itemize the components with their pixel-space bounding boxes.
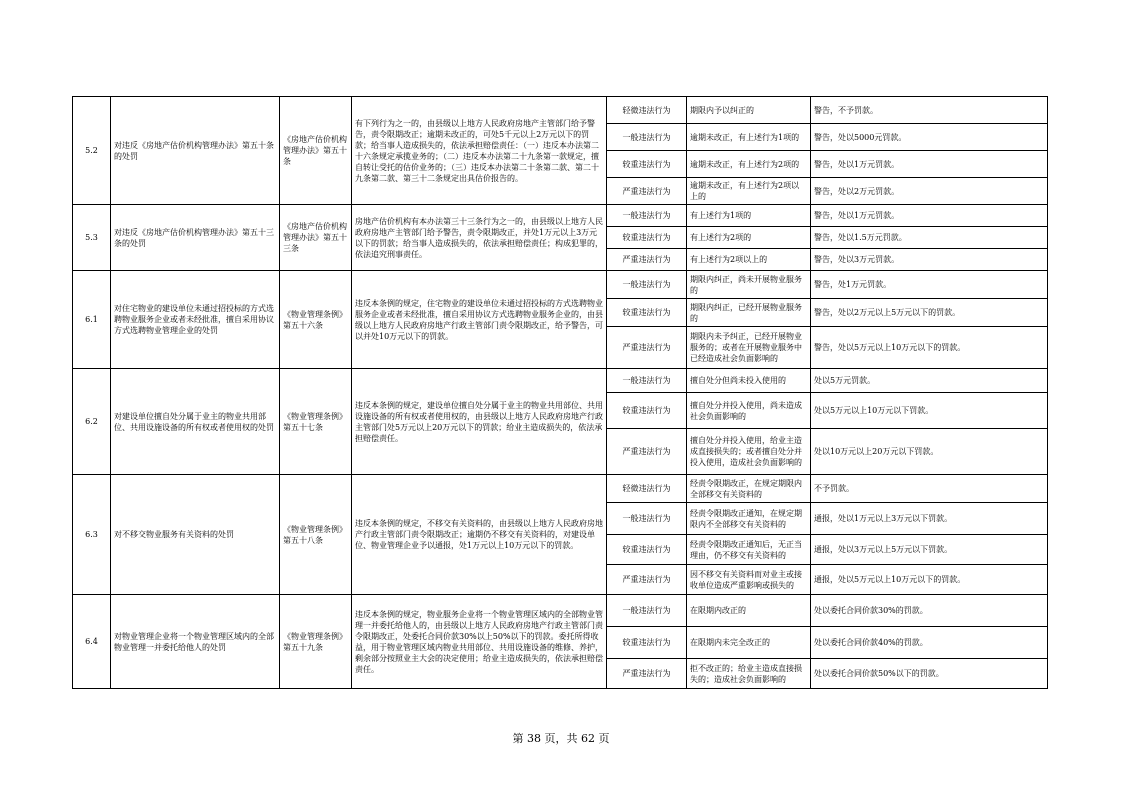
penalty-table (72, 96, 1048, 689)
item-number: 5.3 (73, 205, 111, 271)
violation-level: 较重违法行为 (607, 393, 687, 429)
table-row (73, 271, 1048, 299)
violation-content: 违反本条例的规定，不移交有关资料的，由县级以上地方人民政府房地产行政主管部门责令限期改正；逾期仍不移交有关资料的，对建设单位、物业管理企业予以通报，处1万元以上10万元以下的罚款。 (352, 475, 607, 595)
violation-content: 有下列行为之一的，由县级以上地方人民政府房地产主管部门给予警告，责令限期改正；逾期未改正的，可处5千元以上2万元以下的罚款；给当事人造成损失的，依法承担赔偿责任：（一）违反本办法第二十六条规定承揽业务的；（二）违反本办法第二十九条第一款规定，擅自转让受托的估价业务的；（三）违反本办法第二十条第二款、第二十九条第二款、第三十二条规定出具估价报告的。 (352, 97, 607, 205)
violation-level: 一般违法行为 (607, 124, 687, 151)
violation-situation: 逾期未改正，有上述行为1项的 (687, 124, 811, 151)
legal-basis: 《物业管理条例》第五十九条 (280, 595, 352, 689)
table-row (73, 205, 1048, 227)
item-number: 6.1 (73, 271, 111, 369)
violation-level: 严重违法行为 (607, 659, 687, 689)
violation-situation: 期限内予以纠正的 (687, 97, 811, 124)
penalty-standard: 警告，处以1万元罚款。 (811, 151, 1048, 178)
table-row (73, 97, 1048, 124)
violation-situation: 期限内纠正，已经开展物业服务的 (687, 299, 811, 327)
legal-basis: 《物业管理条例》第五十八条 (280, 475, 352, 595)
item-number: 6.2 (73, 369, 111, 475)
penalty-standard: 警告，处以1万元罚款。 (811, 205, 1048, 227)
violation-content: 违反本条例的规定，物业服务企业将一个物业管理区域内的全部物业管理一并委托给他人的，由县级以上地方人民政府房地产行政主管部门责令限期改正，处委托合同价款30%以上50%以下的罚款。委托所得收益，用于物业管理区域内物业共用部位、共用设施设备的维修、养护，剩余部分按照业主大会的决定使用；给业主造成损失的，依法承担赔偿责任。 (352, 595, 607, 689)
violation-situation: 经责令限期改正通知，在规定期限内不全部移交有关资料的 (687, 503, 811, 535)
penalty-standard: 处以委托合同价款30%的罚款。 (811, 595, 1048, 627)
violation-level: 严重违法行为 (607, 178, 687, 205)
violation-level: 一般违法行为 (607, 271, 687, 299)
violation-level: 一般违法行为 (607, 369, 687, 393)
violation-situation: 在限期内未完全改正的 (687, 627, 811, 659)
legal-basis: 《房地产估价机构管理办法》第五十条 (280, 97, 352, 205)
violation-situation: 逾期未改正，有上述行为2项的 (687, 151, 811, 178)
penalty-standard: 通报，处以5万元以上10万元以下的罚款。 (811, 565, 1048, 595)
legal-basis: 《物业管理条例》第五十七条 (280, 369, 352, 475)
penalty-standard: 通报，处以1万元以上3万元以下罚款。 (811, 503, 1048, 535)
penalty-standard: 处以委托合同价款40%的罚款。 (811, 627, 1048, 659)
violation-level: 较重违法行为 (607, 151, 687, 178)
item-number: 6.4 (73, 595, 111, 689)
violation-content: 房地产估价机构有本办法第三十三条行为之一的，由县级以上地方人民政府房地产主管部门给予警告，责令限期改正，并处1万元以上3万元以下的罚款；给当事人造成损失的，依法承担赔偿责任；构成犯罪的，依法追究刑事责任。 (352, 205, 607, 271)
violation-level: 轻微违法行为 (607, 97, 687, 124)
violation-situation: 在限期内改正的 (687, 595, 811, 627)
violation-situation: 因不移交有关资料而对业主或接收单位造成严重影响或损失的 (687, 565, 811, 595)
violation-situation: 期限内纠正，尚未开展物业服务的 (687, 271, 811, 299)
item-name: 对住宅物业的建设单位未通过招投标的方式选聘物业服务企业或者未经批准，擅自采用协议方式选聘物业管理企业的处罚 (111, 271, 280, 369)
violation-level: 一般违法行为 (607, 595, 687, 627)
penalty-standard: 警告，处以2万元罚款。 (811, 178, 1048, 205)
item-number: 6.3 (73, 475, 111, 595)
violation-situation: 有上述行为2项的 (687, 227, 811, 249)
violation-level: 较重违法行为 (607, 535, 687, 565)
penalty-standard: 警告，处以2万元以上5万元以下的罚款。 (811, 299, 1048, 327)
penalty-standard: 警告，处以5万元以上10万元以下的罚款。 (811, 327, 1048, 369)
violation-situation: 擅自处分并投入使用，尚未造成社会负面影响的 (687, 393, 811, 429)
violation-level: 较重违法行为 (607, 627, 687, 659)
penalty-standard: 处以5万元以上10万元以下罚款。 (811, 393, 1048, 429)
violation-situation: 拒不改正的；给业主造成直接损失的；造成社会负面影响的 (687, 659, 811, 689)
violation-level: 轻微违法行为 (607, 475, 687, 503)
item-name: 对建设单位擅自处分属于业主的物业共用部位、共用设施设备的所有权或者使用权的处罚 (111, 369, 280, 475)
penalty-standard: 警告，处以1.5万元罚款。 (811, 227, 1048, 249)
violation-situation: 期限内未予纠正，已经开展物业服务的；或者在开展物业服务中已经造成社会负面影响的 (687, 327, 811, 369)
violation-level: 较重违法行为 (607, 227, 687, 249)
page-number: 第 38 页，共 62 页 (512, 732, 610, 745)
violation-level: 一般违法行为 (607, 205, 687, 227)
table-row (73, 475, 1048, 503)
item-name: 对违反《房地产估价机构管理办法》第五十三条的处罚 (111, 205, 280, 271)
item-name: 对违反《房地产估价机构管理办法》第五十条的处罚 (111, 97, 280, 205)
violation-level: 严重违法行为 (607, 249, 687, 271)
violation-situation: 有上述行为2项以上的 (687, 249, 811, 271)
violation-situation: 逾期未改正，有上述行为2项以上的 (687, 178, 811, 205)
violation-content: 违反本条例的规定，住宅物业的建设单位未通过招投标的方式选聘物业服务企业或者未经批准，擅自采用协议方式选聘物业服务企业的，由县级以上地方人民政府房地产行政主管部门责令限期改正，给予警告，可以并处10万元以下的罚款。 (352, 271, 607, 369)
item-name: 对不移交物业服务有关资料的处罚 (111, 475, 280, 595)
legal-basis: 《物业管理条例》第五十六条 (280, 271, 352, 369)
violation-situation: 擅自处分并投入使用，给业主造成直接损失的；或者擅自处分并投入使用，造成社会负面影响的 (687, 429, 811, 475)
penalty-standard: 不予罚款。 (811, 475, 1048, 503)
penalty-standard: 处以委托合同价款50%以下的罚款。 (811, 659, 1048, 689)
penalty-standard: 警告，处以3万元罚款。 (811, 249, 1048, 271)
violation-level: 严重违法行为 (607, 565, 687, 595)
violation-situation: 有上述行为1项的 (687, 205, 811, 227)
penalty-standard: 处以5万元罚款。 (811, 369, 1048, 393)
penalty-standard: 通报，处以3万元以上5万元以下罚款。 (811, 535, 1048, 565)
violation-level: 一般违法行为 (607, 503, 687, 535)
violation-content: 违反本条例的规定，建设单位擅自处分属于业主的物业共用部位、共用设施设备的所有权或者使用权的，由县级以上地方人民政府房地产行政主管部门处5万元以上20万元以下的罚款；给业主造成损失的，依法承担赔偿责任。 (352, 369, 607, 475)
violation-level: 严重违法行为 (607, 327, 687, 369)
penalty-standard: 警告，处1万元罚款。 (811, 271, 1048, 299)
item-name: 对物业管理企业将一个物业管理区域内的全部物业管理一并委托给他人的处罚 (111, 595, 280, 689)
violation-situation: 经责令限期改正通知后，无正当理由，仍不移交有关资料的 (687, 535, 811, 565)
penalty-standard: 处以10万元以上20万元以下罚款。 (811, 429, 1048, 475)
legal-basis: 《房地产估价机构管理办法》第五十三条 (280, 205, 352, 271)
table-row (73, 595, 1048, 627)
penalty-standard: 警告，不予罚款。 (811, 97, 1048, 124)
violation-situation: 擅自处分但尚未投入使用的 (687, 369, 811, 393)
violation-level: 较重违法行为 (607, 299, 687, 327)
violation-situation: 经责令限期改正，在规定期限内全部移交有关资料的 (687, 475, 811, 503)
item-number: 5.2 (73, 97, 111, 205)
penalty-standard: 警告，处以5000元罚款。 (811, 124, 1048, 151)
table-row (73, 369, 1048, 393)
violation-level: 严重违法行为 (607, 429, 687, 475)
